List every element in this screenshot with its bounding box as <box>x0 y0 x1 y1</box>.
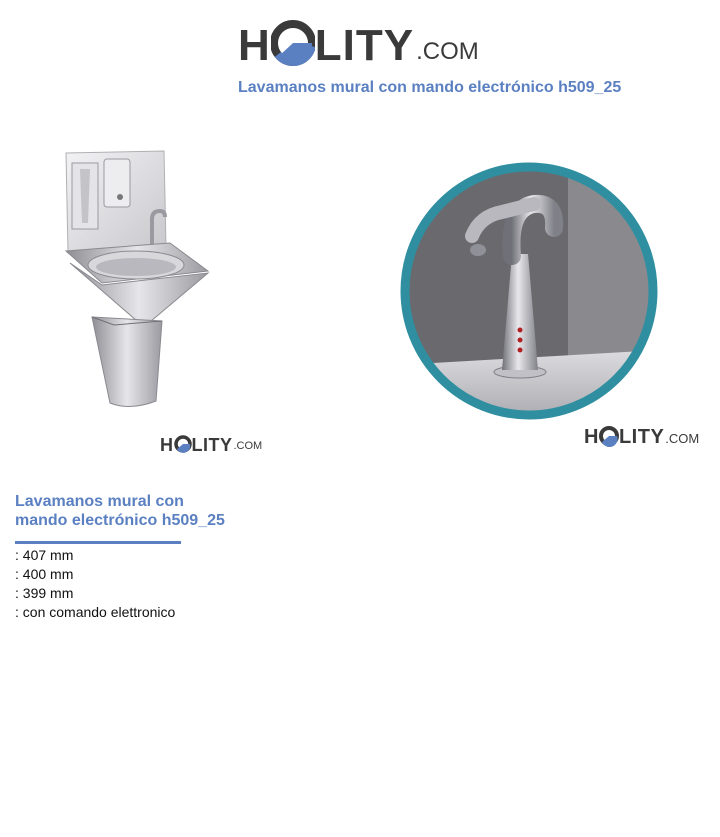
page-title: Lavamanos mural con mando electrónico h509_25 <box>238 79 622 96</box>
logo-letters-lity: LITY <box>191 435 233 455</box>
spec-item: : 400 mm <box>15 566 74 582</box>
logo-letter-h: H <box>584 426 599 448</box>
brand-logo-small <box>584 425 699 447</box>
logo-suffix: .COM <box>416 38 479 65</box>
spec-item: : 399 mm <box>15 585 74 601</box>
product-title-line: mando electrónico h509_25 <box>15 512 225 529</box>
logo-letter-h: H <box>238 21 271 70</box>
title-divider <box>15 541 181 544</box>
brand-logo[interactable] <box>238 12 479 68</box>
logo-o-icon <box>599 425 619 447</box>
wash-basin-icon <box>52 145 222 415</box>
spec-item: : 407 mm <box>15 547 74 563</box>
logo-letters-lity: LITY <box>314 21 415 70</box>
product-title-line: Lavamanos mural con <box>15 493 184 510</box>
logo-letters-lity: LITY <box>618 426 665 448</box>
spec-item: : con comando elettronico <box>15 604 176 620</box>
product-title <box>15 492 275 530</box>
logo-letter-h: H <box>160 435 174 455</box>
brand-logo-small <box>160 434 262 454</box>
logo-suffix: .COM <box>233 440 263 452</box>
logo-suffix: .COM <box>665 431 700 446</box>
spec-list <box>15 546 175 622</box>
logo-o-icon <box>271 18 315 68</box>
logo-o-icon <box>174 434 192 454</box>
faucet-closeup-icon <box>398 160 660 422</box>
